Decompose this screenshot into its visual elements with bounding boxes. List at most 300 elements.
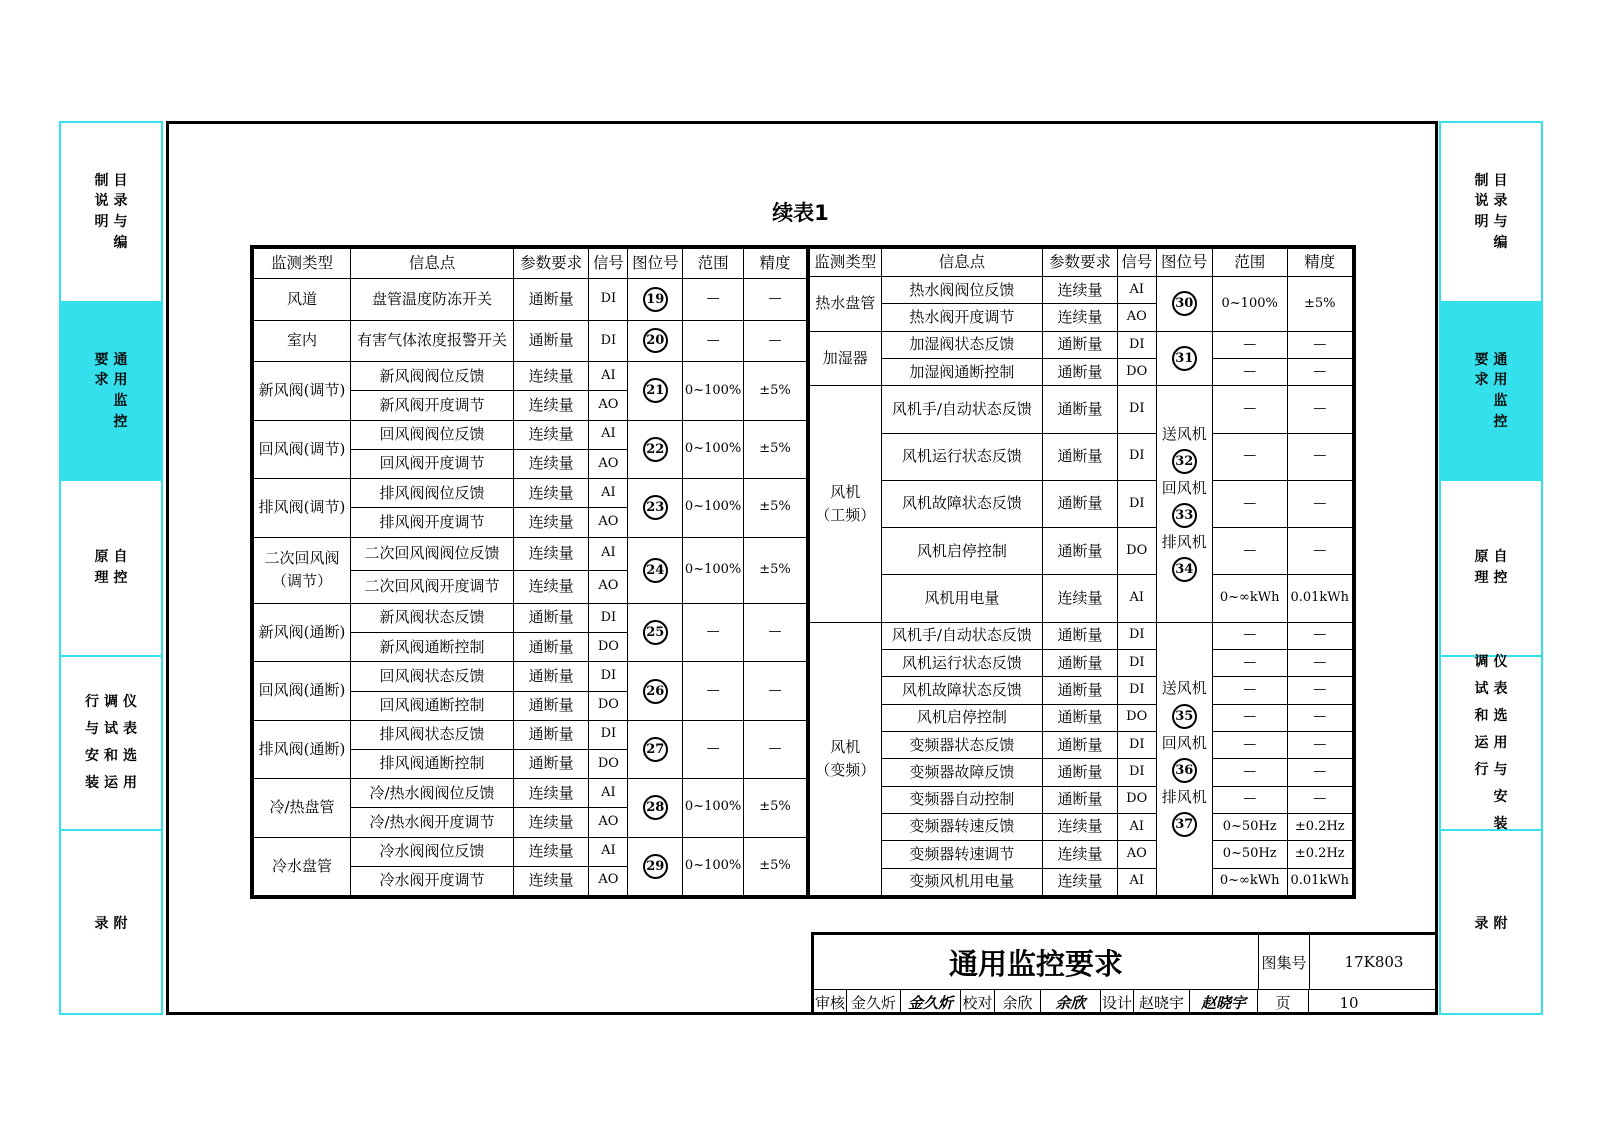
left-cell: ±5%: [744, 420, 807, 478]
left-cell: —: [683, 662, 744, 720]
figure-number-badge: 22: [643, 437, 668, 462]
right-cell: [809, 386, 882, 622]
tab-label-column: 制 说 明: [94, 172, 109, 230]
tab-label-column: 原 理: [1474, 549, 1489, 586]
right-cell: 连续量: [1043, 868, 1118, 895]
right-cell: 变频器转速调节: [881, 841, 1043, 868]
left-cell: [254, 537, 351, 603]
left-cell: AI: [589, 420, 628, 449]
right-cell: 连续量: [1043, 304, 1118, 331]
column-header: 参数要求: [513, 249, 588, 279]
right-cell: 风机故障状态反馈: [881, 480, 1043, 527]
page-number: 10: [1339, 993, 1359, 1012]
tab-label-column: 制 说 明: [1474, 172, 1489, 230]
tab-label: [1475, 911, 1508, 938]
drawing-title: 通用监控要求: [814, 935, 1259, 989]
figure-number-badge: 19: [643, 287, 668, 312]
tab-label: [85, 689, 137, 797]
left-cell: 排风阀(调节): [254, 479, 351, 537]
column-header: 信号: [1117, 249, 1156, 277]
right-cell: —: [1287, 359, 1352, 386]
column-header: 信息点: [881, 249, 1043, 277]
column-header: 监测类型: [254, 249, 351, 279]
left-cell: 回风阀阀位反馈: [350, 420, 513, 449]
tab-label-column: 调 试 和 运 行: [1474, 653, 1489, 778]
left-tab-5[interactable]: [61, 831, 161, 1017]
table-row: [254, 320, 807, 362]
left-cell: 排风阀阀位反馈: [350, 479, 513, 508]
table-row: [809, 649, 1353, 676]
right-cell: —: [1287, 649, 1352, 676]
left-cell: [628, 320, 683, 362]
type-label: 二次回风阀: [264, 548, 340, 567]
tab-label-column: 附: [1493, 915, 1508, 932]
right-tab-2[interactable]: [1441, 303, 1541, 481]
checker-signature: 余欣: [1041, 990, 1101, 1015]
table-row: [809, 433, 1353, 480]
right-cell: ±5%: [1287, 277, 1352, 332]
left-cell: 连续量: [513, 479, 588, 508]
left-cell: AO: [589, 808, 628, 837]
left-cell: ±5%: [744, 537, 807, 603]
type-label: 风机: [830, 482, 861, 501]
table-row: [254, 479, 807, 508]
left-cell: 0~100%: [683, 779, 744, 837]
table-row: [809, 331, 1353, 358]
tab-label-column: 自 控: [113, 549, 128, 586]
left-cell: [628, 662, 683, 720]
column-header: 图位号: [1156, 249, 1212, 277]
left-cell: 连续量: [513, 508, 588, 537]
fan-label: [1157, 449, 1212, 474]
fan-label: 送风机: [1161, 424, 1207, 443]
type-label: （工频）: [815, 506, 876, 525]
type-label: （调节）: [271, 572, 332, 591]
left-cell: 连续量: [513, 570, 588, 603]
right-cell: 风机手/自动状态反馈: [881, 386, 1043, 433]
figure-number-badge: 28: [643, 795, 668, 820]
tab-label-column: 自 控: [1493, 549, 1508, 586]
column-header: 范围: [1212, 249, 1287, 277]
table-row: [254, 603, 807, 632]
left-tab-3[interactable]: [61, 481, 161, 657]
right-cell: 风机启停控制: [881, 528, 1043, 575]
left-cell: 冷水阀阀位反馈: [350, 837, 513, 866]
fan-label: 排风机: [1161, 533, 1207, 552]
tab-label-column: 通 用 监 控: [113, 351, 128, 430]
page-label: 页: [1258, 990, 1309, 1015]
right-tab-3[interactable]: [1441, 481, 1541, 657]
right-cell: —: [1287, 759, 1352, 786]
tab-label-column: 通 用 监 控: [1493, 351, 1508, 430]
column-header: 监测类型: [809, 249, 882, 277]
left-cell: 通断量: [513, 633, 588, 662]
monitoring-table: [250, 245, 1356, 899]
tab-label-column: 录: [94, 915, 109, 932]
right-cell: 0~∞kWh: [1212, 575, 1287, 622]
table-row: [809, 480, 1353, 527]
left-cell: 有害气体浓度报警开关: [350, 320, 513, 362]
figure-number-badge: 27: [643, 737, 668, 762]
left-cell: 回风阀(调节): [254, 420, 351, 478]
left-cell: 排风阀通断控制: [350, 749, 513, 778]
column-header: 信号: [589, 249, 628, 279]
right-tab-strip: [1439, 121, 1543, 1015]
left-cell: 连续量: [513, 837, 588, 866]
column-header: 精度: [744, 249, 807, 279]
left-cell: 0~100%: [683, 537, 744, 603]
column-header: 参数要求: [1043, 249, 1118, 277]
left-cell: AO: [589, 449, 628, 478]
right-cell: AO: [1117, 841, 1156, 868]
table-row: [809, 386, 1353, 433]
tab-label-column: 目 录 与 编: [1493, 172, 1508, 251]
table-right-half: [807, 248, 1353, 896]
left-cell: 连续量: [513, 362, 588, 391]
right-cell: [1156, 277, 1212, 332]
column-header: 范围: [683, 249, 744, 279]
figure-number-badge: 34: [1172, 557, 1197, 582]
right-cell: 风机故障状态反馈: [881, 677, 1043, 704]
right-cell: DI: [1117, 731, 1156, 758]
fan-label: 回风机: [1161, 733, 1207, 752]
left-cell: 冷/热水阀阀位反馈: [350, 779, 513, 808]
right-cell: AO: [1117, 304, 1156, 331]
right-cell: DI: [1117, 759, 1156, 786]
left-tab-2[interactable]: [61, 303, 161, 481]
right-cell: —: [1212, 649, 1287, 676]
table-row: [809, 786, 1353, 813]
figure-number-badge: 31: [1172, 346, 1197, 371]
fan-label: [1157, 812, 1212, 837]
left-cell: —: [683, 320, 744, 362]
figure-number-badge: 26: [643, 679, 668, 704]
left-cell: 排风阀状态反馈: [350, 720, 513, 749]
right-cell: 风机运行状态反馈: [881, 649, 1043, 676]
right-cell: —: [1287, 480, 1352, 527]
fan-label: [1157, 704, 1212, 729]
right-cell: 变频风机用电量: [881, 868, 1043, 895]
figure-number-badge: 29: [643, 854, 668, 879]
right-cell: —: [1212, 433, 1287, 480]
right-cell: —: [1212, 677, 1287, 704]
right-cell: 通断量: [1043, 759, 1118, 786]
right-cell: 连续量: [1043, 575, 1118, 622]
left-tab-strip: [59, 121, 163, 1015]
left-cell: 新风阀开度调节: [350, 391, 513, 420]
left-cell: 新风阀状态反馈: [350, 603, 513, 632]
right-cell: —: [1287, 731, 1352, 758]
right-cell: —: [1287, 433, 1352, 480]
table-row: [809, 868, 1353, 895]
table-row: [254, 720, 807, 749]
table-row: [254, 537, 807, 570]
left-cell: 通断量: [513, 662, 588, 691]
table-row: [254, 279, 807, 321]
review-label: 审核: [814, 990, 847, 1015]
right-cell: ±0.2Hz: [1287, 841, 1352, 868]
left-cell: ±5%: [744, 779, 807, 837]
left-cell: DI: [589, 662, 628, 691]
atlas-label: 图集号: [1259, 935, 1310, 989]
right-cell: DI: [1117, 480, 1156, 527]
left-cell: [628, 537, 683, 603]
table-row: [809, 813, 1353, 840]
right-cell: DO: [1117, 786, 1156, 813]
right-cell: DI: [1117, 649, 1156, 676]
type-label: 风机: [830, 737, 861, 756]
left-cell: 通断量: [513, 320, 588, 362]
right-cell: 风机用电量: [881, 575, 1043, 622]
table-row: [809, 528, 1353, 575]
left-cell: DI: [589, 603, 628, 632]
left-cell: ±5%: [744, 479, 807, 537]
tab-label-column: 仪 表 选 用: [123, 694, 137, 791]
left-cell: —: [683, 279, 744, 321]
tab-label-column: 要 求: [94, 351, 109, 389]
table-row: [254, 779, 807, 808]
table-row: [809, 759, 1353, 786]
left-tab-4[interactable]: [61, 657, 161, 831]
left-cell: 盘管温度防冻开关: [350, 279, 513, 321]
table-row: [809, 731, 1353, 758]
tab-label-column: 原 理: [94, 549, 109, 586]
left-cell: 新风阀阀位反馈: [350, 362, 513, 391]
left-cell: ±5%: [744, 362, 807, 420]
fan-label: [1157, 503, 1212, 528]
tab-label: [95, 547, 128, 588]
left-cell: 冷/热盘管: [254, 779, 351, 837]
table-row: [809, 359, 1353, 386]
left-cell: 连续量: [513, 537, 588, 570]
tab-label-column: 附: [113, 915, 128, 932]
right-cell: AI: [1117, 575, 1156, 622]
left-cell: [628, 603, 683, 661]
right-cell: —: [1212, 786, 1287, 813]
left-cell: AO: [589, 391, 628, 420]
table-heading: 续表1: [772, 201, 829, 225]
left-cell: 室内: [254, 320, 351, 362]
table-left-half: [253, 248, 807, 896]
right-cell: —: [1287, 704, 1352, 731]
left-cell: —: [744, 279, 807, 321]
left-cell: [628, 420, 683, 478]
left-cell: 通断量: [513, 279, 588, 321]
figure-number-badge: 25: [643, 620, 668, 645]
left-cell: [628, 837, 683, 895]
left-cell: 回风阀开度调节: [350, 449, 513, 478]
right-cell: 加湿器: [809, 331, 882, 386]
left-cell: 二次回风阀开度调节: [350, 570, 513, 603]
right-cell: 0~50Hz: [1212, 841, 1287, 868]
right-cell: —: [1287, 622, 1352, 649]
column-header: 精度: [1287, 249, 1352, 277]
right-cell: [1156, 622, 1212, 895]
right-cell: —: [1212, 704, 1287, 731]
tab-label: [1475, 547, 1508, 588]
atlas-number: 17K803: [1344, 953, 1404, 971]
table-row: [809, 277, 1353, 304]
designer-name: 赵晓宇: [1134, 990, 1190, 1015]
figure-number-badge: 32: [1172, 449, 1197, 474]
left-cell: [628, 362, 683, 420]
right-cell: 变频器状态反馈: [881, 731, 1043, 758]
right-cell: DI: [1117, 622, 1156, 649]
right-cell: ±0.2Hz: [1287, 813, 1352, 840]
left-cell: [628, 720, 683, 778]
right-cell: 通断量: [1043, 433, 1118, 480]
left-cell: 连续量: [513, 808, 588, 837]
right-cell: —: [1212, 622, 1287, 649]
figure-number-badge: 30: [1172, 291, 1197, 316]
right-cell: —: [1212, 386, 1287, 433]
left-cell: 0~100%: [683, 837, 744, 895]
right-cell: 通断量: [1043, 731, 1118, 758]
figure-number-badge: 23: [643, 495, 668, 520]
left-cell: 回风阀通断控制: [350, 691, 513, 720]
left-cell: —: [744, 662, 807, 720]
right-cell: 连续量: [1043, 277, 1118, 304]
right-tab-4[interactable]: [1441, 653, 1541, 832]
right-cell: 通断量: [1043, 786, 1118, 813]
right-cell: 变频器自动控制: [881, 786, 1043, 813]
right-cell: —: [1212, 480, 1287, 527]
right-cell: 0~50Hz: [1212, 813, 1287, 840]
left-cell: 0~100%: [683, 420, 744, 478]
right-cell: DI: [1117, 331, 1156, 358]
tab-label: [95, 350, 128, 432]
right-cell: 连续量: [1043, 813, 1118, 840]
right-cell: 风机手/自动状态反馈: [881, 622, 1043, 649]
table-row: [809, 677, 1353, 704]
right-cell: DO: [1117, 528, 1156, 575]
right-cell: —: [1212, 528, 1287, 575]
left-cell: 0~100%: [683, 479, 744, 537]
right-cell: 连续量: [1043, 841, 1118, 868]
figure-number-badge: 37: [1172, 812, 1197, 837]
left-cell: AI: [589, 362, 628, 391]
right-cell: 0~100%: [1212, 277, 1287, 332]
tab-label-column: 录: [1474, 915, 1489, 932]
column-header: 信息点: [350, 249, 513, 279]
left-cell: —: [744, 603, 807, 661]
right-cell: 通断量: [1043, 386, 1118, 433]
left-cell: 新风阀(调节): [254, 362, 351, 420]
left-cell: 冷水阀开度调节: [350, 866, 513, 895]
left-cell: —: [744, 320, 807, 362]
left-cell: 排风阀开度调节: [350, 508, 513, 537]
left-cell: 0~100%: [683, 362, 744, 420]
left-cell: 风道: [254, 279, 351, 321]
left-cell: AI: [589, 479, 628, 508]
left-cell: 冷水盘管: [254, 837, 351, 895]
reviewer-signature: 金久炘: [901, 990, 961, 1015]
left-cell: —: [683, 720, 744, 778]
left-cell: 连续量: [513, 449, 588, 478]
tab-label-column: 仪 表 选 用 与 安 装: [1493, 653, 1508, 832]
right-cell: —: [1287, 331, 1352, 358]
figure-number-badge: 35: [1172, 704, 1197, 729]
design-label: 设计: [1101, 990, 1134, 1015]
right-cell: [809, 622, 882, 895]
left-cell: AO: [589, 866, 628, 895]
left-cell: 回风阀(通断): [254, 662, 351, 720]
left-cell: —: [683, 603, 744, 661]
title-block: [811, 932, 1438, 1015]
right-cell: 通断量: [1043, 331, 1118, 358]
right-cell: 0.01kWh: [1287, 868, 1352, 895]
left-cell: 新风阀(通断): [254, 603, 351, 661]
right-tab-5[interactable]: [1441, 831, 1541, 1017]
tab-label-column: 行 与 安 装: [85, 694, 99, 791]
type-label: （变频）: [815, 760, 876, 779]
right-cell: DO: [1117, 359, 1156, 386]
header-row: [809, 249, 1353, 277]
table-row: [809, 575, 1353, 622]
figure-number-badge: 24: [643, 558, 668, 583]
right-cell: 通断量: [1043, 704, 1118, 731]
left-cell: 连续量: [513, 391, 588, 420]
fan-label: 排风机: [1161, 787, 1207, 806]
right-cell: —: [1212, 359, 1287, 386]
tab-label-column: 目 录 与 编: [113, 172, 128, 251]
right-cell: DI: [1117, 386, 1156, 433]
right-cell: —: [1287, 677, 1352, 704]
right-cell: 通断量: [1043, 359, 1118, 386]
left-cell: AO: [589, 508, 628, 537]
right-cell: AI: [1117, 277, 1156, 304]
left-cell: 通断量: [513, 691, 588, 720]
right-cell: 通断量: [1043, 528, 1118, 575]
right-cell: 通断量: [1043, 677, 1118, 704]
figure-number-badge: 33: [1172, 503, 1197, 528]
left-cell: 回风阀状态反馈: [350, 662, 513, 691]
right-cell: DO: [1117, 704, 1156, 731]
right-cell: 通断量: [1043, 480, 1118, 527]
table-row: [254, 420, 807, 449]
right-cell: —: [1287, 786, 1352, 813]
header-row: [254, 249, 807, 279]
right-cell: [1156, 386, 1212, 622]
right-cell: DI: [1117, 677, 1156, 704]
right-cell: 0~∞kWh: [1212, 868, 1287, 895]
fan-label: [1157, 557, 1212, 582]
reviewer-name: 金久炘: [847, 990, 901, 1015]
left-cell: AI: [589, 537, 628, 570]
left-cell: [628, 479, 683, 537]
left-cell: 通断量: [513, 749, 588, 778]
table-row: [809, 841, 1353, 868]
left-cell: DO: [589, 633, 628, 662]
right-cell: 加湿阀通断控制: [881, 359, 1043, 386]
right-cell: 0.01kWh: [1287, 575, 1352, 622]
left-cell: DO: [589, 691, 628, 720]
fan-label: [1157, 758, 1212, 783]
checker-name: 余欣: [995, 990, 1041, 1015]
left-cell: 新风阀通断控制: [350, 633, 513, 662]
right-cell: AI: [1117, 868, 1156, 895]
left-cell: ±5%: [744, 837, 807, 895]
designer-signature: 赵晓宇: [1190, 990, 1258, 1015]
left-cell: 通断量: [513, 603, 588, 632]
check-label: 校对: [961, 990, 995, 1015]
right-cell: 通断量: [1043, 649, 1118, 676]
left-cell: 通断量: [513, 720, 588, 749]
left-cell: AI: [589, 779, 628, 808]
right-cell: 通断量: [1043, 622, 1118, 649]
left-cell: 排风阀(通断): [254, 720, 351, 778]
right-cell: 风机运行状态反馈: [881, 433, 1043, 480]
